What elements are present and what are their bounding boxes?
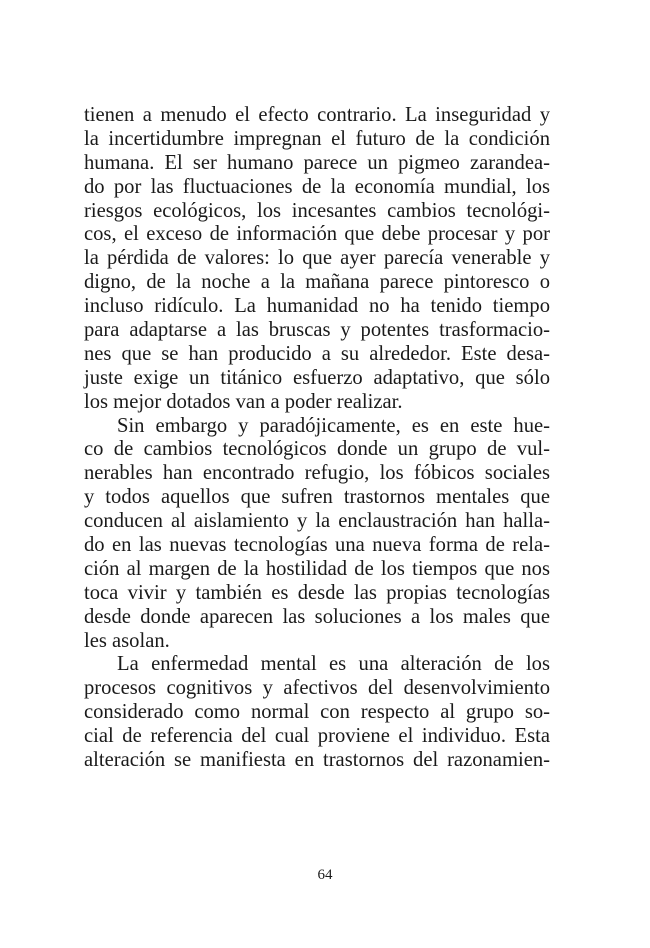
text-line: toca vivir y también es desde las propias tecnologías	[84, 581, 550, 604]
text-line: conducen al aislamiento y la enclaustración han halla-	[84, 510, 550, 533]
text-line: la incertidumbre impregnan el futuro de la condición	[84, 127, 550, 150]
text-line: digno, de la noche a la mañana parece pintoresco o	[84, 271, 550, 294]
page-number: 64	[317, 867, 333, 883]
paragraph-2	[84, 415, 550, 654]
body-text	[84, 104, 550, 773]
text-line: los mejor dotados van a poder realizar.	[84, 390, 403, 413]
text-line: juste exige un titánico esfuerzo adaptativo, que sólo	[84, 366, 550, 389]
text-line: incluso ridículo. La humanidad no ha tenido tiempo	[84, 295, 550, 318]
text-line: nerables han encontrado refugio, los fóbicos sociales	[84, 462, 550, 485]
text-line: para adaptarse a las bruscas y potentes trasformacio-	[84, 319, 550, 342]
paragraph-3	[84, 653, 550, 772]
text-line: y todos aquellos que sufren trastornos mentales que	[84, 486, 550, 509]
text-line: la pérdida de valores: lo que ayer parecía venerable y	[84, 247, 550, 270]
text-line: Sin embargo y paradójicamente, es en este hue-	[117, 414, 550, 437]
text-line: riesgos ecológicos, los incesantes cambios tecnológi-	[84, 199, 550, 222]
text-line: desde donde aparecen las soluciones a los males que	[84, 605, 550, 628]
text-line: La enfermedad mental es una alteración de los	[117, 653, 550, 676]
text-line: les asolan.	[84, 629, 170, 652]
text-line: co de cambios tecnológicos donde un grupo de vul-	[84, 438, 550, 461]
text-line: nes que se han producido a su alrededor. Este desa-	[84, 342, 550, 365]
text-line: considerado como normal con respecto al grupo so-	[84, 701, 550, 724]
text-line: cos, el exceso de información que debe procesar y por	[84, 223, 550, 246]
text-line: tienen a menudo el efecto contrario. La inseguridad y	[84, 104, 550, 126]
text-line: cial de referencia del cual proviene el individuo. Esta	[84, 725, 550, 748]
paragraph-1	[84, 104, 550, 415]
text-line: do en las nuevas tecnologías una nueva forma de rela-	[84, 534, 550, 557]
text-line: procesos cognitivos y afectivos del desenvolvimiento	[84, 677, 550, 700]
text-line: alteración se manifiesta en trastornos del razonamien-	[84, 749, 550, 772]
text-line: ción al margen de la hostilidad de los tiempos que nos	[84, 557, 550, 580]
text-line: humana. El ser humano parece un pigmeo zarandea-	[84, 151, 550, 174]
text-line: do por las fluctuaciones de la economía mundial, los	[84, 175, 550, 198]
